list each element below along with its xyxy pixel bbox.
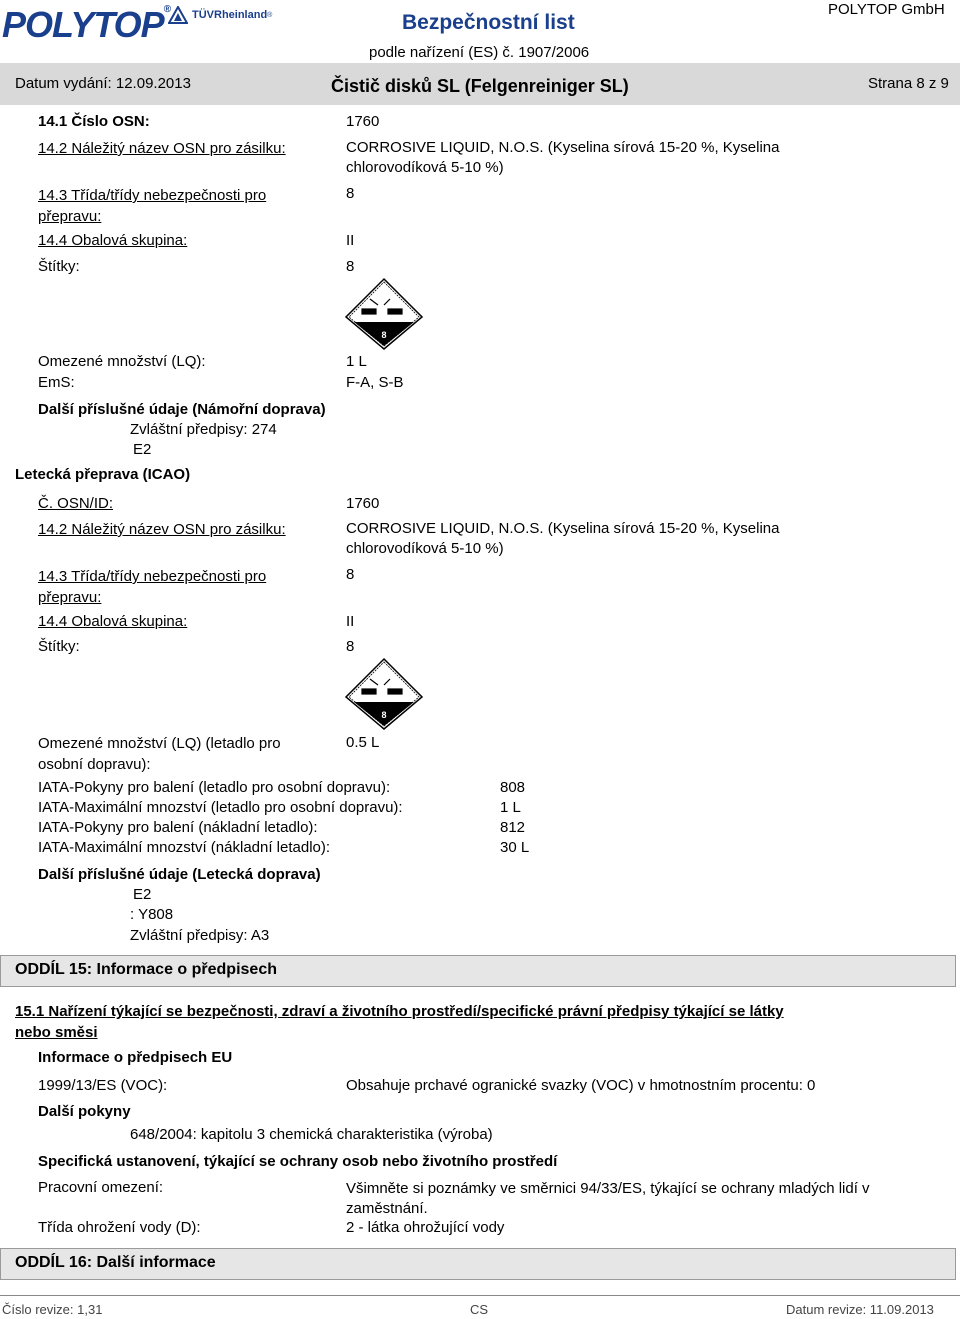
- section-15-title: ODDÍL 15: Informace o předpisech: [15, 961, 277, 978]
- voc-label: 1999/13/ES (VOC):: [38, 1077, 168, 1094]
- air-labels-value: 8: [346, 638, 355, 655]
- iata-value-1: 1 L: [500, 799, 521, 816]
- corrosive-hazard-icon: [344, 657, 424, 731]
- sea-un-label: 14.1 Číslo OSN:: [38, 113, 150, 130]
- section-15-header: [0, 955, 956, 987]
- tuv-triangle-icon: [168, 6, 188, 24]
- sea-class-label: 14.3 Třída/třídy nebezpečnosti pro přepravu:: [38, 187, 267, 225]
- water-hazard-value: 2 - látka ohrožující vody: [346, 1219, 505, 1236]
- air-excepted-quantity: E2: [133, 886, 152, 903]
- regulation-text: podle nařízení (ES) č. 1907/2006: [369, 44, 590, 61]
- sea-group-label: 14.4 Obalová skupina:: [38, 232, 188, 249]
- page-number: Strana 8 z 9: [868, 75, 949, 92]
- work-restriction-label: Pracovní omezení:: [38, 1179, 164, 1196]
- further-heading: Další pokyny: [38, 1103, 131, 1120]
- air-name-value: CORROSIVE LIQUID, N.O.S. (Kyselina sírová 15-20 %, Kyselina chlorovodíková 5-10 %): [346, 520, 780, 557]
- section-16-header: [0, 1248, 956, 1280]
- eu-info-heading: Informace o předpisech EU: [38, 1049, 233, 1066]
- sea-name-value: CORROSIVE LIQUID, N.O.S. (Kyselina sírová 15-20 %, Kyselina chlorovodíková 5-10 %): [346, 139, 780, 176]
- iata-value-3: 30 L: [500, 839, 530, 856]
- section-15-1-heading: 15.1 Nařízení týkající se bezpečnosti, zdraví a životního prostředí/specifické právní předpisy týkající se látky nebo směsi: [15, 1003, 784, 1041]
- footer-divider: [0, 1295, 960, 1296]
- voc-value: Obsahuje prchavé ogranické svazky (VOC) v hmotnostním procentu: 0: [346, 1077, 816, 1094]
- language-code: CS: [470, 1302, 489, 1317]
- product-name: Čistič disků SL (Felgenreiniger SL): [331, 76, 629, 96]
- iata-value-0: 808: [500, 779, 526, 796]
- sea-labels-label: Štítky:: [38, 258, 80, 275]
- air-group-value: II: [346, 613, 355, 630]
- issue-date: Datum vydání: 12.09.2013: [15, 75, 191, 92]
- further-text: 648/2004: kapitolu 3 chemická charakteristika (výroba): [130, 1126, 493, 1143]
- air-lq-value: 0.5 L: [346, 734, 380, 751]
- air-labels-label: Štítky:: [38, 638, 80, 655]
- water-hazard-label: Třída ohrožení vody (D):: [38, 1219, 201, 1236]
- sea-special-provisions: Zvláštní předpisy: 274: [130, 421, 277, 438]
- sea-lq-label: Omezené množství (LQ):: [38, 353, 206, 370]
- iata-label-0: IATA-Pokyny pro balení (letadlo pro osobní dopravu):: [38, 779, 391, 796]
- air-class-label: 14.3 Třída/třídy nebezpečnosti pro přepravu:: [38, 568, 267, 606]
- iata-label-1: IATA-Maximální mnozství (letadlo pro osobní dopravu):: [38, 799, 403, 816]
- sea-group-value: II: [346, 232, 355, 249]
- sea-lq-value: 1 L: [346, 353, 367, 370]
- sea-excepted-quantity: E2: [133, 441, 152, 458]
- air-special-provisions: Zvláštní předpisy: A3: [130, 927, 270, 944]
- air-un-label: Č. OSN/ID:: [38, 495, 114, 512]
- iata-label-2: IATA-Pokyny pro balení (nákladní letadlo):: [38, 819, 318, 836]
- sea-name-label: 14.2 Náležitý název OSN pro zásilku:: [38, 140, 286, 157]
- sea-ems-value: F-A, S-B: [346, 374, 404, 391]
- revision-date: Datum revize: 11.09.2013: [786, 1302, 934, 1317]
- sea-extra-heading: Další příslušné údaje (Námořní doprava): [38, 401, 326, 418]
- air-transport-heading: Letecká přeprava (ICAO): [15, 466, 191, 483]
- specific-heading: Specifická ustanovení, týkající se ochrany osob nebo životního prostředí: [38, 1153, 558, 1170]
- iata-label-3: IATA-Maximální mnozství (nákladní letadlo):: [38, 839, 331, 856]
- air-lq-label: Omezené množství (LQ) (letadlo pro osobní dopravu):: [38, 735, 281, 773]
- iata-value-2: 812: [500, 819, 526, 836]
- svg-text:8: 8: [381, 330, 387, 340]
- document-title: Bezpečnostní list: [402, 11, 575, 34]
- sea-un-value: 1760: [346, 113, 380, 130]
- revision-number: Číslo revize: 1,31: [2, 1302, 103, 1317]
- air-class-value: 8: [346, 566, 355, 583]
- section-16-title: ODDÍL 16: Další informace: [15, 1254, 216, 1271]
- work-restriction-value: Všimněte si poznámky ve směrnici 94/33/ES, týkající se ochrany mladých lidí v zaměstnání.: [346, 1180, 870, 1217]
- tuv-logo: TÜVRheinland ®: [168, 6, 272, 24]
- company-logo: POLYTOP®: [2, 4, 171, 45]
- sea-labels-value: 8: [346, 258, 355, 275]
- air-extra-heading: Další příslušné údaje (Letecká doprava): [38, 866, 321, 883]
- air-un-value: 1760: [346, 495, 380, 512]
- air-group-label: 14.4 Obalová skupina:: [38, 613, 188, 630]
- header-bar: [0, 63, 960, 105]
- sea-class-value: 8: [346, 185, 355, 202]
- air-y-code: : Y808: [130, 906, 174, 923]
- air-name-label: 14.2 Náležitý název OSN pro zásilku:: [38, 521, 286, 538]
- company-name: POLYTOP GmbH: [828, 1, 945, 18]
- corrosive-hazard-icon: [344, 277, 424, 351]
- svg-text:8: 8: [381, 710, 387, 720]
- sea-ems-label: EmS:: [38, 374, 75, 391]
